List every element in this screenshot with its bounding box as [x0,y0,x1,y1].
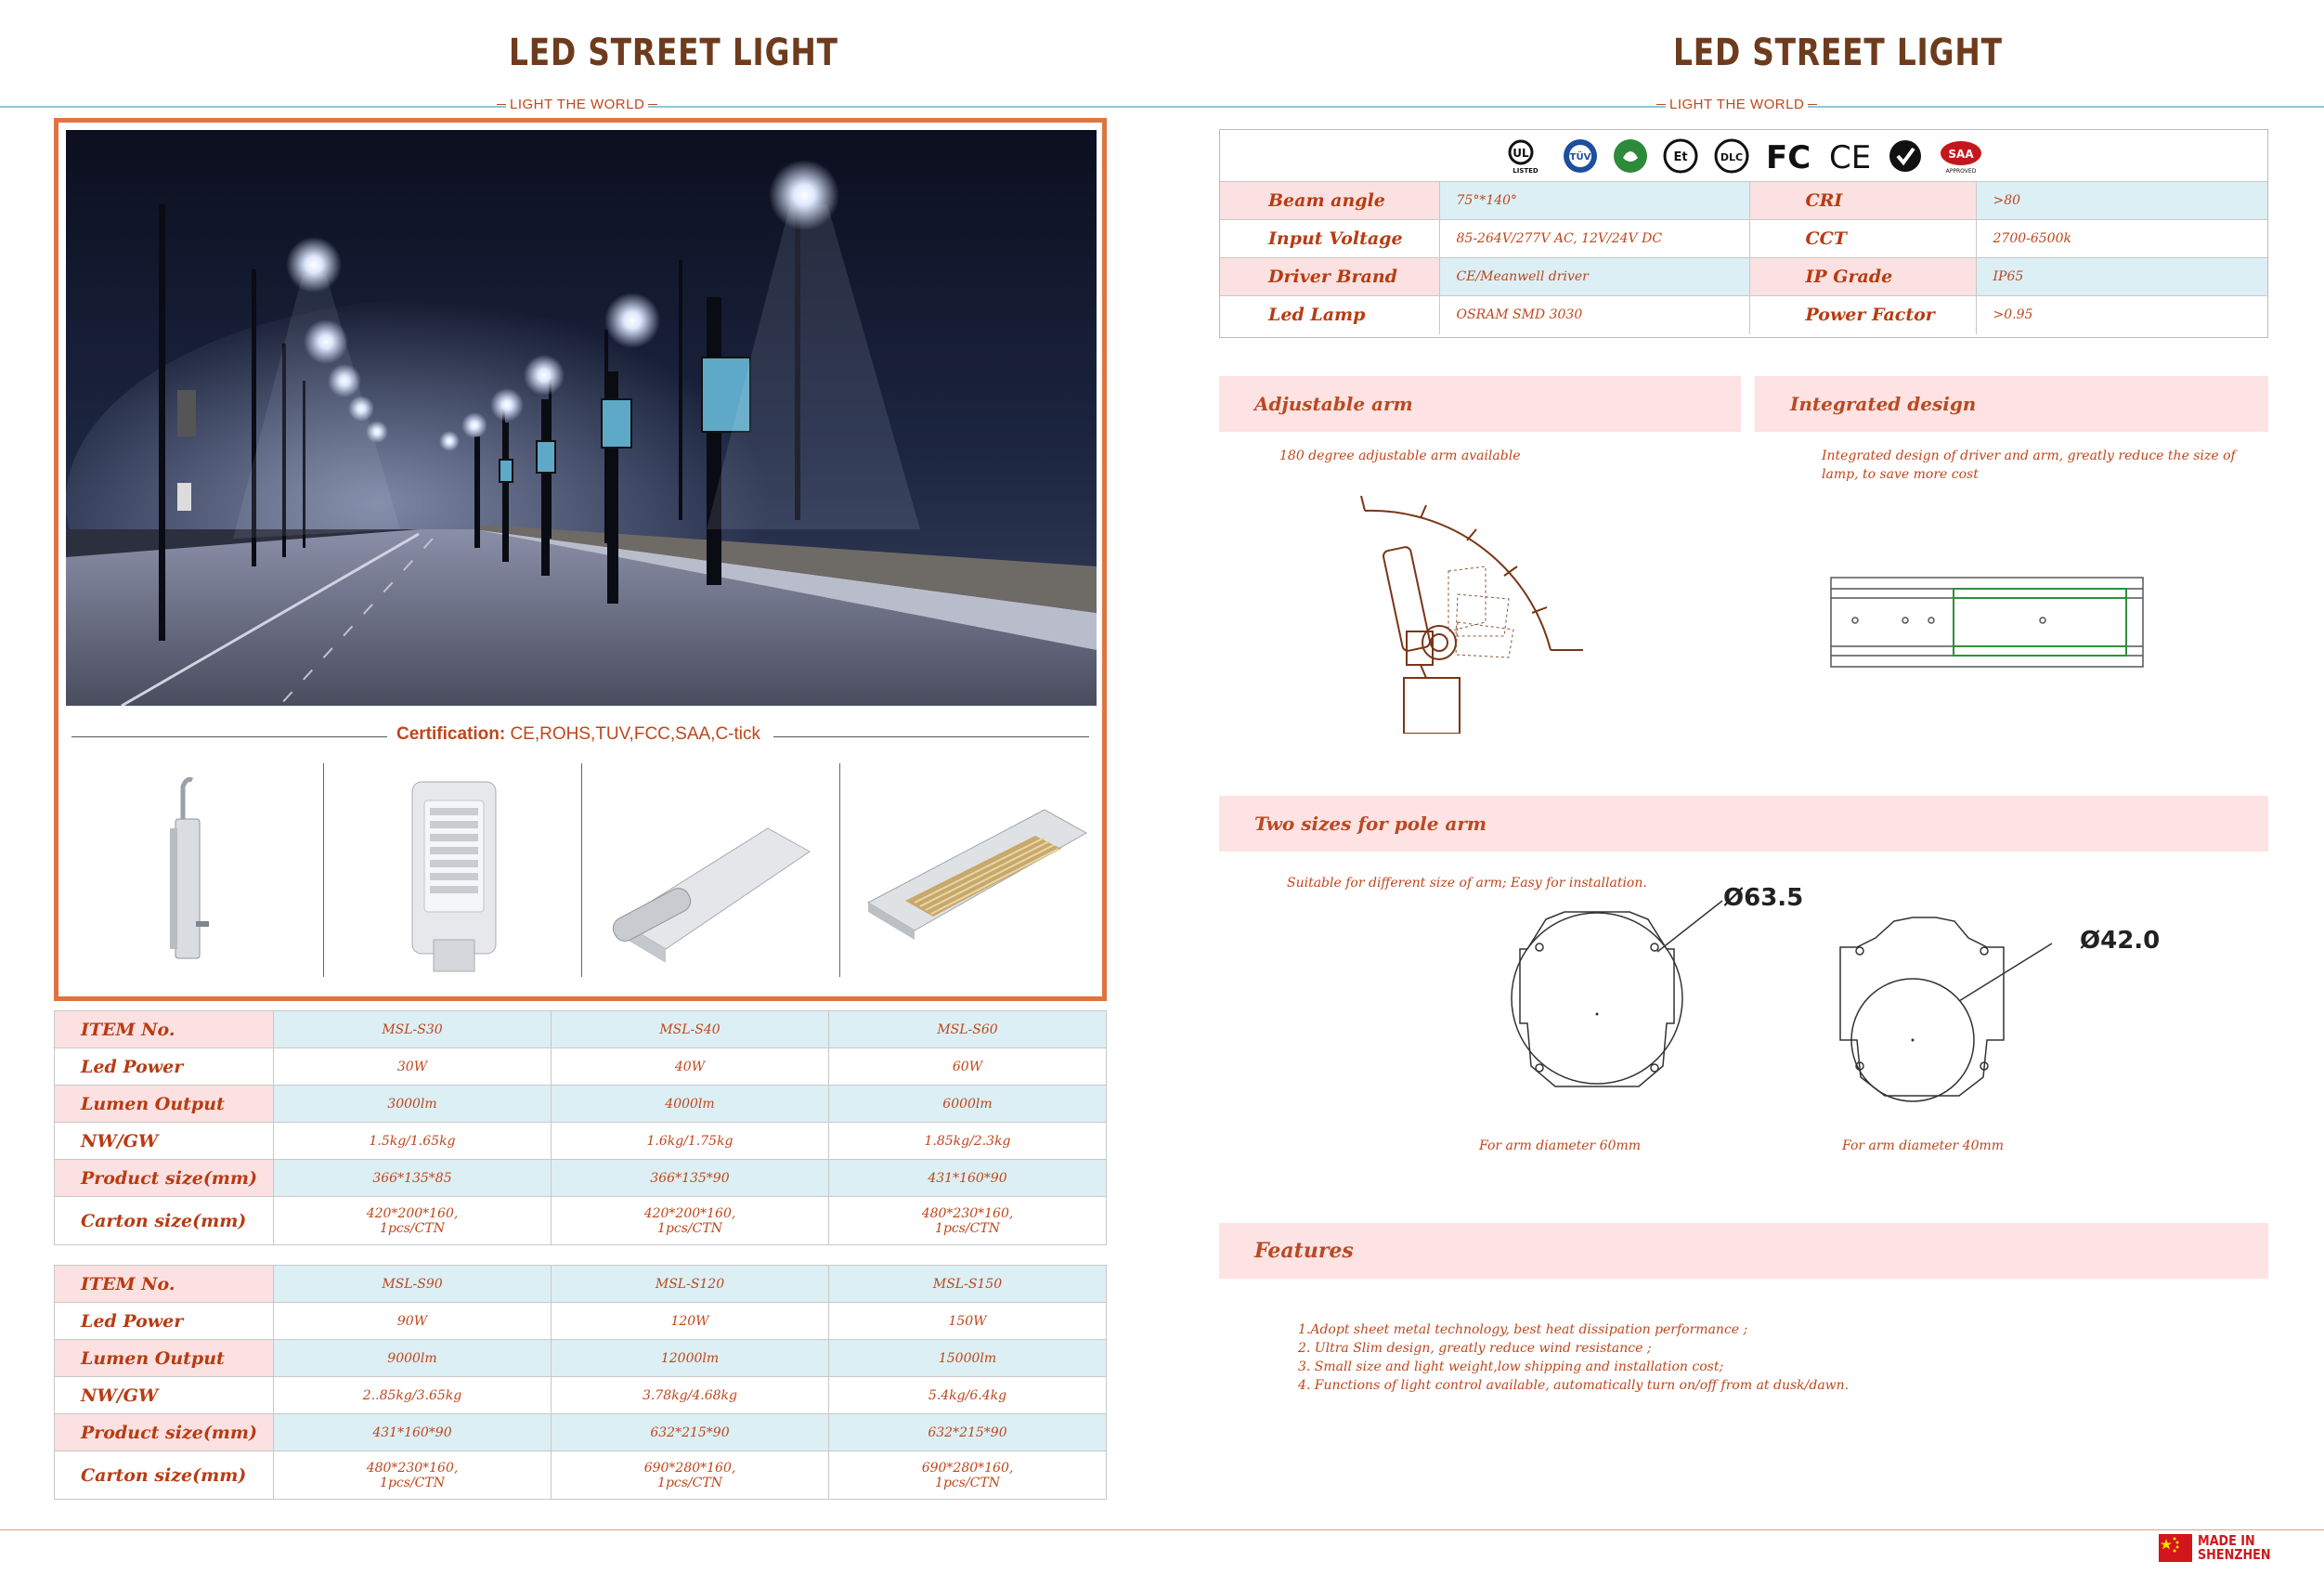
cell: 1.85kg/2.3kg [829,1123,1107,1160]
spec-table-1 [54,1010,1107,1245]
table-row [55,1451,1107,1500]
table-row [55,1303,1107,1340]
cell: 9000lm [274,1340,552,1377]
tuv-icon [1562,137,1599,175]
cell-line: 420*200*160, [643,1205,736,1221]
saa-icon [1937,137,1985,175]
fcc-icon [1764,137,1814,175]
certification-label: Certification: [396,724,506,744]
cell: 4000lm [552,1086,829,1123]
cell [552,1451,829,1500]
integrated-design-diagram [1829,576,2145,669]
cell-line: 1pcs/CTN [380,1220,445,1236]
table-row [1220,258,2267,296]
param-value: >0.95 [1976,296,2267,334]
feature-item: 3. Small size and light weight,low shipping and installation cost; [1298,1359,1724,1374]
param-label: Input Voltage [1220,220,1439,258]
pole-arm-desc: Suitable for different size of arm; Easy for installation. [1287,876,1647,891]
feature-item: 2. Ultra Slim design, greatly reduce wind resistance ; [1298,1341,1652,1356]
cell: 40W [552,1048,829,1086]
param-label: CRI [1749,182,1976,220]
pole-arm-40mm-diagram [1801,910,2098,1124]
cell: 431*160*90 [829,1160,1107,1197]
row-label: Led Power [55,1048,274,1086]
cell: 60W [829,1048,1107,1086]
table-row [55,1197,1107,1245]
saa-logo-text: SAA [1948,147,1974,161]
param-label: Beam angle [1220,182,1439,220]
param-value: 2700-6500k [1976,220,2267,258]
cell: 632*215*90 [552,1414,829,1451]
caption-40mm: For arm diameter 40mm [1842,1138,2005,1153]
cell: 3000lm [274,1086,552,1123]
cell: 150W [829,1303,1107,1340]
row-label: NW/GW [55,1123,274,1160]
param-label: Power Factor [1749,296,1976,334]
table-row [1220,182,2267,220]
certification-value: CE,ROHS,TUV,FCC,SAA,C-tick [510,724,761,744]
footer-rule [0,1529,2324,1530]
c-tick-icon [1887,137,1924,175]
caption-60mm: For arm diameter 60mm [1479,1138,1642,1153]
cell: 5.4kg/6.4kg [829,1377,1107,1414]
param-value: CE/Meanwell driver [1439,258,1749,296]
cell: MSL-S40 [552,1011,829,1048]
row-label: Led Power [55,1303,274,1340]
china-flag-icon [2159,1534,2192,1562]
street-night-photo [66,130,1097,706]
dlc-icon [1712,137,1751,175]
cell: 366*135*90 [552,1160,829,1197]
table-row [55,1340,1107,1377]
cell-line: 690*280*160, [643,1460,736,1476]
table-row [55,1266,1107,1303]
green-cert-icon [1612,137,1649,175]
dimension-42-label: Ø42.0 [2080,927,2161,955]
dimension-63-label: Ø63.5 [1723,884,1804,912]
table-row [55,1048,1107,1086]
adjustable-arm-desc: 180 degree adjustable arm available [1279,449,1521,463]
cell: MSL-S120 [552,1266,829,1303]
cell-line: 1pcs/CTN [380,1475,445,1490]
product-view-angled [582,763,840,977]
cell: 6000lm [829,1086,1107,1123]
ul-listed-logo-text: LISTED [1513,166,1539,175]
made-in-shenzhen-badge [2159,1534,2283,1562]
row-label: NW/GW [55,1377,274,1414]
made-in-shenzhen-text [2198,1534,2271,1562]
left-page-title: LED STREET LIGHT [509,32,838,74]
adjustable-arm-diagram [1337,483,1597,734]
cell-line: 690*280*160, [921,1460,1014,1476]
cell: 431*160*90 [274,1414,552,1451]
cell-line: 1pcs/CTN [657,1220,722,1236]
svg-text:DLC: DLC [1720,150,1744,163]
adjustable-arm-banner: Adjustable arm [1219,376,1741,432]
param-label: Led Lamp [1220,296,1439,334]
cell: 366*135*85 [274,1160,552,1197]
table-row [55,1377,1107,1414]
parameters-table [1220,181,2267,334]
saa-approved-text: APPROVED [1945,167,1977,175]
ul-listed-icon [1502,137,1549,175]
cell: 30W [274,1048,552,1086]
cell [274,1451,552,1500]
cell: MSL-S90 [274,1266,552,1303]
table-row [55,1414,1107,1451]
cell: MSL-S60 [829,1011,1107,1048]
row-label: Lumen Output [55,1340,274,1377]
cell [274,1197,552,1245]
param-value: >80 [1976,182,2267,220]
table-row [55,1123,1107,1160]
table-row [55,1011,1107,1048]
row-label: Carton size(mm) [55,1451,274,1500]
param-value: IP65 [1976,258,2267,296]
product-views [66,763,1097,977]
left-tagline: LIGHT THE WORLD [506,97,648,112]
param-value: OSRAM SMD 3030 [1439,296,1749,334]
row-label: ITEM No. [55,1011,274,1048]
row-label: Product size(mm) [55,1414,274,1451]
row-label: Lumen Output [55,1086,274,1123]
pole-arm-banner: Two sizes for pole arm [1219,796,2268,852]
cell: 1.5kg/1.65kg [274,1123,552,1160]
param-value: 85-264V/277V AC, 12V/24V DC [1439,220,1749,258]
integrated-design-desc [1822,447,2236,484]
cell: 90W [274,1303,552,1340]
fcc-logo-text: FC [1766,138,1811,175]
svg-text:UL: UL [1513,146,1529,160]
table-row [1220,220,2267,258]
product-view-led-array [840,763,1097,977]
product-view-front [324,763,582,977]
certification-row [58,724,1102,743]
cell [552,1197,829,1245]
etl-icon [1662,137,1699,175]
cell: 1.6kg/1.75kg [552,1123,829,1160]
features-list [1298,1320,1849,1395]
product-photo-frame [54,118,1107,1001]
cell: 15000lm [829,1340,1107,1377]
right-tagline-group [1656,97,1817,112]
row-label: ITEM No. [55,1266,274,1303]
cell-line: 420*200*160, [366,1205,459,1221]
table-row [55,1086,1107,1123]
cell [829,1197,1107,1245]
feature-item: 4. Functions of light control available, automatically turn on/off from at dusk/dawn. [1298,1378,1850,1393]
feature-item: 1.Adopt sheet metal technology, best heat dissipation performance ; [1298,1322,1748,1337]
cell: 3.78kg/4.68kg [552,1377,829,1414]
cell: 120W [552,1303,829,1340]
cell-line: 1pcs/CTN [657,1475,722,1490]
certification-logos [1220,130,2267,181]
param-label: IP Grade [1749,258,1976,296]
pole-arm-60mm-diagram [1444,891,1843,1124]
cell-line: 1pcs/CTN [935,1475,1000,1490]
row-label: Product size(mm) [55,1160,274,1197]
integrated-design-desc-line: Integrated design of driver and arm, greatly reduce the size of [1822,449,2236,463]
parameters-panel [1219,129,2268,338]
svg-text:Et: Et [1673,150,1688,164]
cell-line: 480*230*160, [921,1205,1014,1221]
param-label: Driver Brand [1220,258,1439,296]
param-label: CCT [1749,220,1976,258]
table-row [55,1160,1107,1197]
shenzhen-line: SHENZHEN [2198,1546,2271,1563]
tuv-logo-text: TÜV [1569,151,1591,163]
ce-logo-text: CE [1829,138,1872,175]
features-banner: Features [1219,1223,2268,1279]
param-value: 75°*140° [1439,182,1749,220]
made-in-line: MADE IN [2198,1532,2255,1549]
integrated-design-desc-line: lamp, to save more cost [1822,467,1979,482]
cell-line: 480*230*160, [366,1460,459,1476]
cell: 632*215*90 [829,1414,1107,1451]
cell: 12000lm [552,1340,829,1377]
right-page-title: LED STREET LIGHT [1673,32,2003,74]
table-row [1220,296,2267,334]
integrated-design-banner: Integrated design [1755,376,2268,432]
cell [829,1451,1107,1500]
right-tagline: LIGHT THE WORLD [1666,97,1808,112]
cell: 2..85kg/3.65kg [274,1377,552,1414]
ce-icon [1827,137,1874,175]
row-label: Carton size(mm) [55,1197,274,1245]
spec-table-2 [54,1265,1107,1500]
left-tagline-group [497,97,657,112]
cell-line: 1pcs/CTN [935,1220,1000,1236]
product-view-side [66,763,324,977]
cell: MSL-S150 [829,1266,1107,1303]
cell: MSL-S30 [274,1011,552,1048]
